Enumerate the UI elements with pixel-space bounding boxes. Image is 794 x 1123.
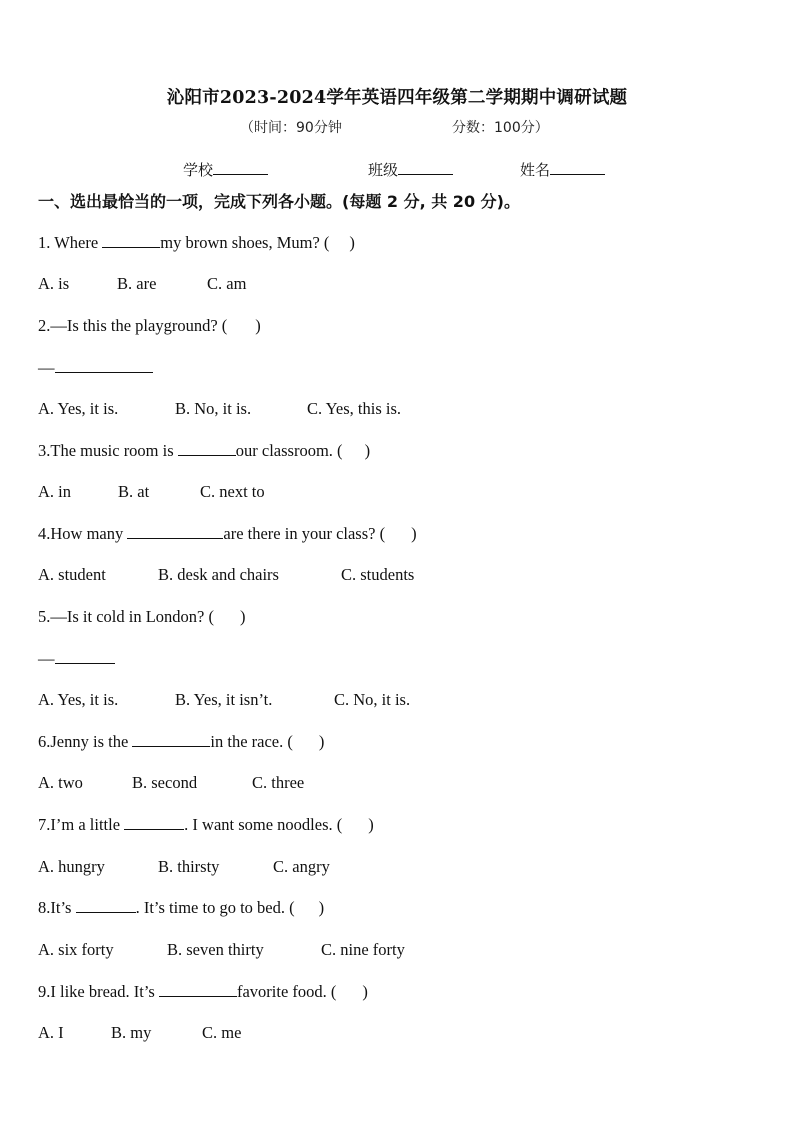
question-6 <box>38 732 324 752</box>
question-text: in the race. ( <box>210 732 293 751</box>
option-a: A. two <box>38 773 83 792</box>
option-c: C. students <box>341 565 415 584</box>
question-text: . I want some noodles. ( <box>184 815 343 834</box>
option-a: A. Yes, it is. <box>38 399 119 418</box>
option-b: B. are <box>117 274 157 293</box>
class-label: 班级 <box>368 161 399 179</box>
question-3 <box>38 441 370 461</box>
answer-line <box>38 649 115 669</box>
paren-close: ) <box>362 982 368 1001</box>
answer-blank[interactable] <box>159 982 237 997</box>
school-label: 学校 <box>183 161 214 179</box>
option-b: B. No, it is. <box>175 399 252 418</box>
question-text: my brown shoes, Mum? ( <box>160 233 330 252</box>
option-c: C. me <box>202 1023 242 1042</box>
name-blank[interactable] <box>550 161 605 175</box>
question-5 <box>38 607 245 627</box>
exam-score: 分数：100分） <box>452 120 549 136</box>
question-4 <box>38 524 417 544</box>
answer-blank[interactable] <box>124 815 184 830</box>
option-c: C. angry <box>273 857 330 876</box>
dash: — <box>38 358 55 377</box>
question-7 <box>38 815 374 835</box>
question-text: 5.—Is it cold in London? ( <box>38 607 214 626</box>
option-b: B. second <box>132 773 198 792</box>
answer-blank[interactable] <box>132 732 210 747</box>
question-2 <box>38 316 261 336</box>
paren-close: ) <box>318 732 325 751</box>
option-a: A. six forty <box>38 940 114 959</box>
paren-close: ) <box>364 441 371 460</box>
paren-close: ) <box>349 233 355 252</box>
answer-blank[interactable] <box>178 441 236 456</box>
question-text: 1. Where <box>38 233 103 252</box>
option-c: C. nine forty <box>321 940 405 959</box>
answer-line <box>38 358 153 378</box>
paren-close: ) <box>318 898 325 917</box>
class-blank[interactable] <box>398 161 453 175</box>
question-text: favorite food. ( <box>236 982 337 1001</box>
school-field[interactable] <box>183 159 268 180</box>
option-b: B. Yes, it isn’t. <box>175 690 273 709</box>
paren-close: ) <box>411 524 417 543</box>
option-a: A. Yes, it is. <box>38 690 119 709</box>
class-field[interactable] <box>368 159 453 180</box>
option-b: B. desk and chairs <box>158 565 279 584</box>
section-heading: 一、选出最恰当的一项，完成下列各小题。(每题 2 分, 共 20 分)。 <box>38 192 520 211</box>
question-1 <box>38 233 355 253</box>
answer-blank[interactable] <box>76 898 136 913</box>
name-label: 姓名 <box>520 161 551 179</box>
option-a: A. in <box>38 482 71 501</box>
question-8 <box>38 898 324 918</box>
question-text: . It’s time to go to bed. ( <box>135 898 295 917</box>
school-blank[interactable] <box>213 161 268 175</box>
option-c: C. Yes, this is. <box>307 399 401 418</box>
option-c: C. next to <box>200 482 265 501</box>
paren-close: ) <box>255 316 261 335</box>
paren-close: ) <box>368 815 374 834</box>
question-text: 3.The music room is <box>38 441 178 460</box>
option-c: C. am <box>207 274 247 293</box>
question-text: 4.How many <box>38 524 128 543</box>
name-field[interactable] <box>520 159 605 180</box>
answer-blank[interactable] <box>127 524 223 539</box>
option-a: A. hungry <box>38 857 105 876</box>
dash: — <box>38 649 55 668</box>
option-a: A. I <box>38 1023 64 1042</box>
question-text: 6.Jenny is the <box>38 732 133 751</box>
question-text: our classroom. ( <box>235 441 343 460</box>
option-a: A. student <box>38 565 106 584</box>
answer-blank[interactable] <box>55 649 115 664</box>
question-text: 8.It’s <box>38 898 76 917</box>
exam-time: （时间：90分钟 <box>240 120 342 136</box>
option-c: C. No, it is. <box>334 690 411 709</box>
question-text: 2.—Is this the playground? ( <box>38 316 228 335</box>
answer-blank[interactable] <box>55 358 153 373</box>
answer-blank[interactable] <box>102 233 160 248</box>
question-text: 9.I like bread. It’s <box>38 982 159 1001</box>
paren-close: ) <box>239 607 246 626</box>
option-c: C. three <box>252 773 305 792</box>
question-9 <box>38 982 368 1002</box>
option-b: B. seven thirty <box>167 940 264 959</box>
option-b: B. thirsty <box>158 857 220 876</box>
option-b: B. my <box>111 1023 152 1042</box>
page-title: 沁阳市2023-2024学年英语四年级第二学期期中调研试题 <box>166 88 628 108</box>
option-a: A. is <box>38 274 70 293</box>
question-text: 7.I’m a little <box>38 815 125 834</box>
question-text: are there in your class? ( <box>223 524 386 543</box>
option-b: B. at <box>118 482 150 501</box>
